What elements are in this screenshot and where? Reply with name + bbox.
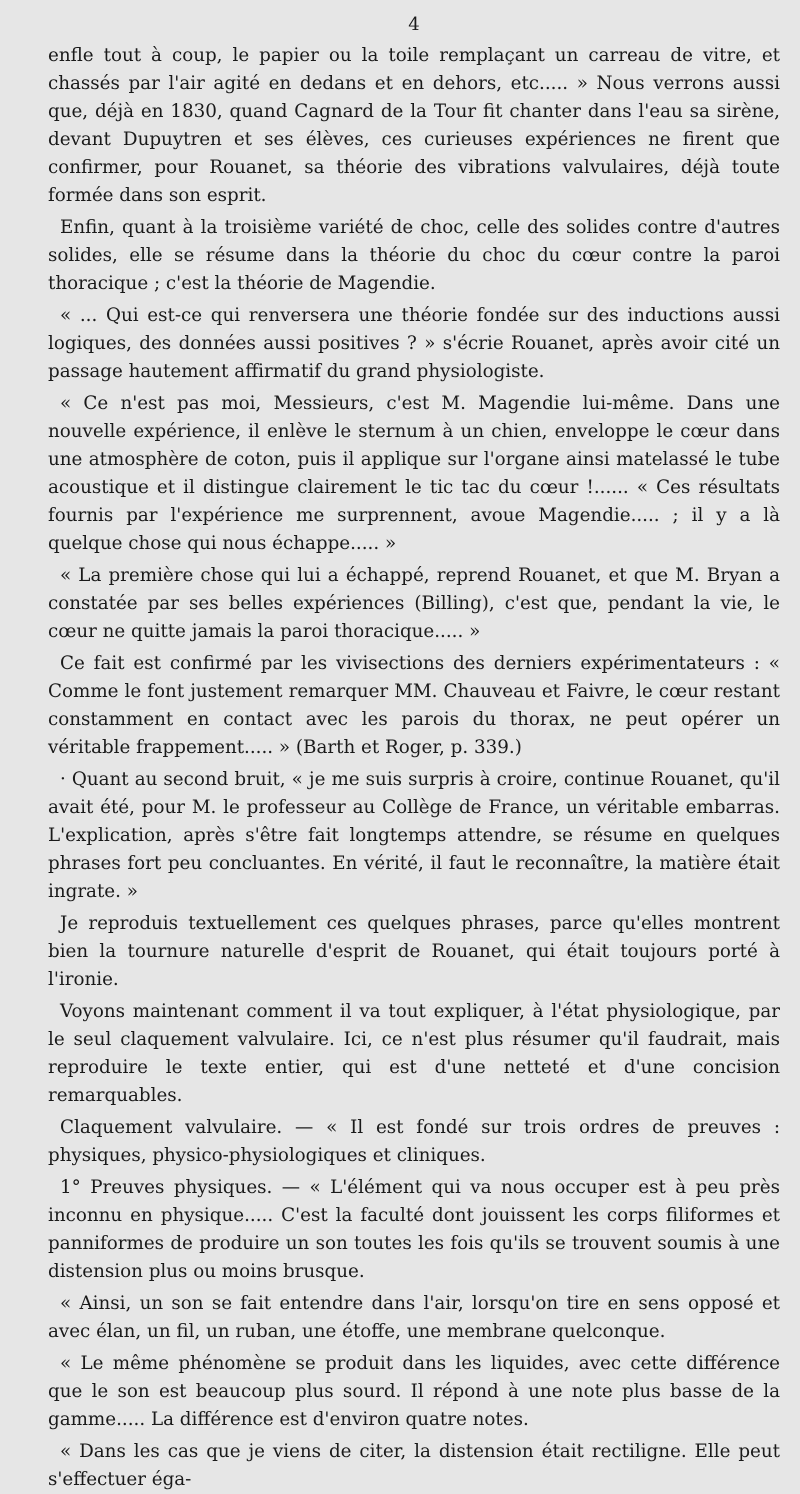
- paragraph-11: 1° Preuves physiques. — « L'élément qui va nous occuper est à peu près inconnu en physique..... C'est la faculté dont jouissent les corps filiformes et panniformes de produire un son toutes les fois qu'ils se trouvent soumis à une distension plus ou moins brusque.: [48, 1177, 780, 1282]
- paragraph-14: « Dans les cas que je viens de citer, la distension était rectiligne. Elle peut s'effectuer éga-: [48, 1441, 780, 1490]
- paragraph-7: · Quant au second bruit, « je me suis surpris à croire, continue Rouanet, qu'il avait été, pour M. le professeur au Collège de France, un véritable embarras. L'explication, après s'être fait longtemps attendre, se résume en quelques phrases fort peu concluantes. En vérité, il faut le reconnaître, la matière était ingrate. »: [48, 769, 780, 902]
- page-number: 4: [408, 14, 420, 35]
- paragraph-9: Voyons maintenant comment il va tout expliquer, à l'état physiologique, par le seul claquement valvulaire. Ici, ce n'est plus résumer qu'il faudrait, mais reproduire le texte entier, qui est d'une netteté et d'une concision remarquables.: [48, 1001, 780, 1106]
- paragraph-13: « Le même phénomène se produit dans les liquides, avec cette différence que le son est beaucoup plus sourd. Il répond à une note plus basse de la gamme..... La différence est d'environ quatre notes.: [48, 1353, 780, 1430]
- paragraph-5: « La première chose qui lui a échappé, reprend Rouanet, et que M. Bryan a constatée par ses belles expériences (Billing), c'est que, pendant la vie, le cœur ne quitte jamais la paroi thoracique..... »: [48, 565, 780, 642]
- paragraph-4: « Ce n'est pas moi, Messieurs, c'est M. Magendie lui-même. Dans une nouvelle expérience, il enlève le sternum à un chien, enveloppe le cœur dans une atmosphère de coton, puis il applique sur l'organe ainsi matelassé le tube acoustique et il distingue clairement le tic tac du cœur !...... « Ces résultats fournis par l'expérience me surprennent, avoue Magendie..... ; il y a là quelque chose qui nous échappe..... »: [48, 393, 780, 554]
- paragraph-3: « ... Qui est-ce qui renversera une théorie fondée sur des inductions aussi logiques, des données aussi positives ? » s'écrie Rouanet, après avoir cité un passage hautement affirmatif du grand physiologiste.: [48, 305, 780, 382]
- paragraph-8: Je reproduis textuellement ces quelques phrases, parce qu'elles montrent bien la tournure naturelle d'esprit de Rouanet, qui était toujours porté à l'ironie.: [48, 913, 780, 990]
- paragraph-2: Enfin, quant à la troisième variété de choc, celle des solides contre d'autres solides, elle se résume dans la théorie du choc du cœur contre la paroi thoracique ; c'est la théorie de Magendie.: [48, 217, 780, 294]
- paragraph-10: Claquement valvulaire. — « Il est fondé sur trois ordres de preuves : physiques, physico-physiologiques et cliniques.: [48, 1117, 780, 1166]
- paragraph-12: « Ainsi, un son se fait entendre dans l'air, lorsqu'on tire en sens opposé et avec élan, un fil, un ruban, une étoffe, une membrane quelconque.: [48, 1293, 780, 1342]
- paragraph-1: enfle tout à coup, le papier ou la toile remplaçant un carreau de vitre, et chassés par l'air agité en dedans et en dehors, etc..... » Nous verrons aussi que, déjà en 1830, quand Cagnard de la Tour fit chanter dans l'eau sa sirène, devant Dupuytren et ses élèves, ces curieuses expériences ne firent que confirmer, pour Rouanet, sa théorie des vibrations valvulaires, déjà toute formée dans son esprit.: [48, 45, 780, 206]
- paragraph-6: Ce fait est confirmé par les vivisections des derniers expérimentateurs : « Comme le font justement remarquer MM. Chauveau et Faivre, le cœur restant constamment en contact avec les parois du thorax, ne peut opérer un véritable frappement..... » (Barth et Roger, p. 339.): [48, 653, 780, 758]
